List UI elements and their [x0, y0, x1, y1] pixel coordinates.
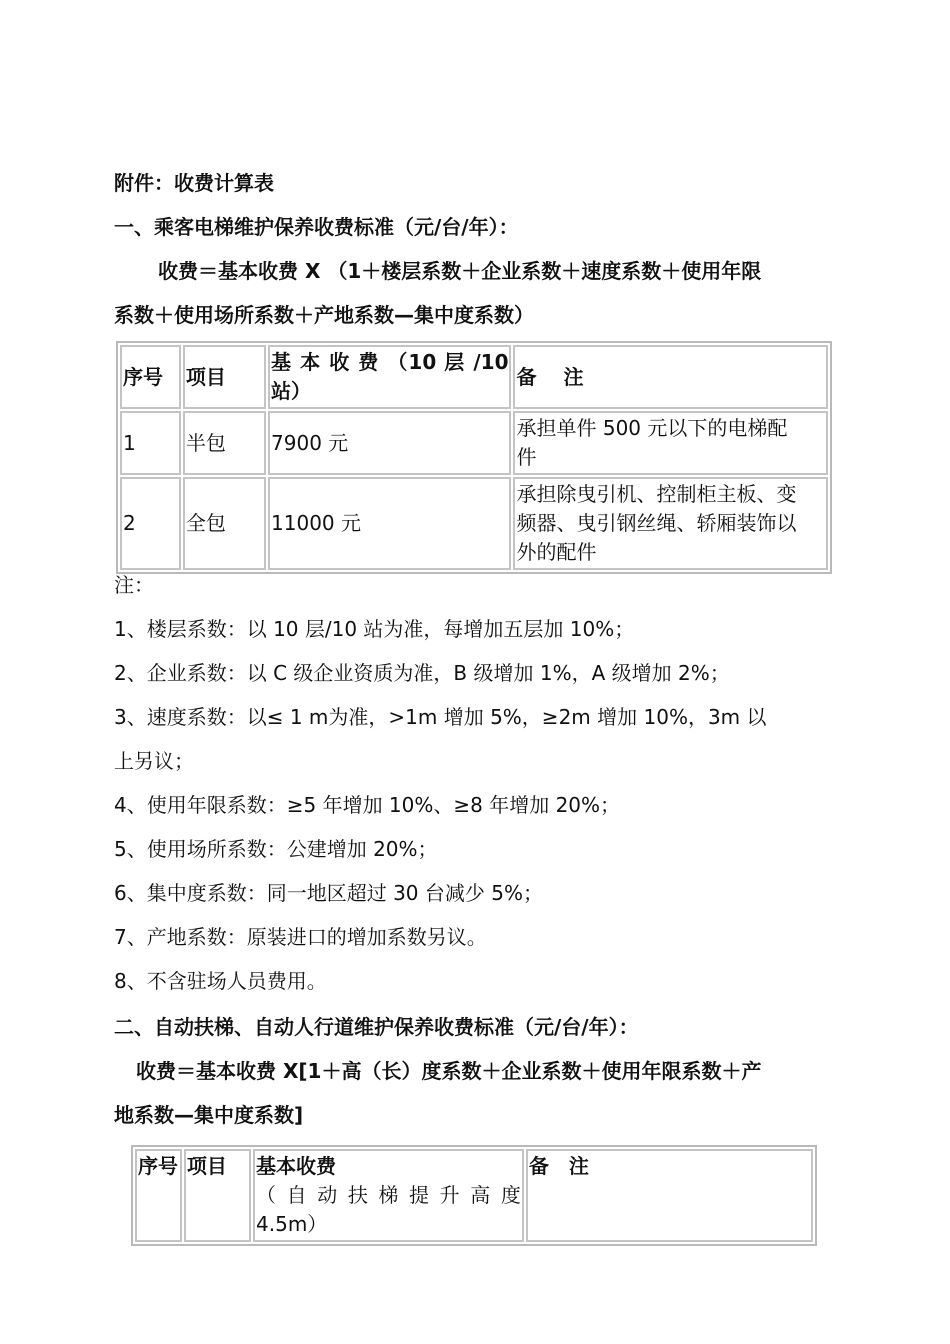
row2-item: 全包 — [183, 477, 266, 570]
esc-header-note: 备 注 — [526, 1149, 813, 1242]
table-header-row — [120, 345, 828, 409]
row2-note — [513, 477, 828, 570]
row1-note-line1: 承担单件 500 元以下的电梯配 — [516, 416, 788, 440]
note-item: 8、不含驻场人员费用。 — [114, 969, 327, 993]
row2-note-line2: 频器、曳引钢丝绳、轿厢装饰以 — [516, 511, 797, 535]
header-base-fee-line2: 站） — [271, 379, 312, 403]
esc-header-base-fee-line2: （自动扶梯提升高度 — [256, 1183, 521, 1207]
row1-fee: 7900 元 — [268, 411, 511, 475]
attachment-heading: 附件：收费计算表 — [114, 171, 274, 195]
row2-note-line3: 外的配件 — [516, 540, 597, 564]
elevator-fee-table — [116, 341, 832, 574]
row2-no: 2 — [120, 477, 181, 570]
note-item: 3、速度系数：以≤ 1 m为准，>1m 增加 5%，≥2m 增加 10%，3m 以 — [114, 705, 767, 729]
row1-note-line2: 件 — [516, 445, 537, 469]
esc-header-base-fee-line3: 4.5m） — [256, 1212, 328, 1236]
header-base-fee-line1: 基 本 收 费 （10 层 /10 — [271, 350, 509, 374]
header-base-fee — [268, 345, 511, 409]
esc-header-base-fee-line1: 基本收费 — [256, 1154, 337, 1178]
section1-formula-line1: 收费＝基本收费 X （1＋楼层系数＋企业系数＋速度系数＋使用年限 — [158, 259, 762, 283]
esc-header-no: 序号 — [135, 1149, 182, 1242]
row1-note — [513, 411, 828, 475]
note-item: 4、使用年限系数：≥5 年增加 10%、≥8 年增加 20%； — [114, 793, 621, 817]
section1-title: 一、乘客电梯维护保养收费标准（元/台/年）： — [114, 215, 519, 239]
row1-item: 半包 — [183, 411, 266, 475]
section2-formula-line2: 地系数—集中度系数] — [114, 1103, 304, 1127]
section1-formula-line2: 系数＋使用场所系数＋产地系数—集中度系数） — [114, 303, 534, 327]
escalator-fee-table — [131, 1145, 817, 1246]
row2-fee: 11000 元 — [268, 477, 511, 570]
table-row — [120, 477, 828, 570]
note-item: 7、产地系数：原装进口的增加系数另议。 — [114, 925, 487, 949]
esc-header-base-fee — [253, 1149, 524, 1242]
note-item: 2、企业系数：以 C 级企业资质为准，B 级增加 1%，A 级增加 2%； — [114, 661, 730, 685]
note-item: 6、集中度系数：同一地区超过 30 台减少 5%； — [114, 881, 543, 905]
notes-title: 注： — [114, 573, 154, 597]
header-note: 备 注 — [513, 345, 828, 409]
table-row — [120, 411, 828, 475]
esc-header-item: 项目 — [184, 1149, 251, 1242]
table-header-row — [135, 1149, 813, 1242]
note-item: 上另议； — [114, 749, 194, 773]
section2-title: 二、自动扶梯、自动人行道维护保养收费标准（元/台/年）： — [114, 1015, 639, 1039]
row2-note-line1: 承担除曳引机、控制柜主板、变 — [516, 482, 797, 506]
note-item: 5、使用场所系数：公建增加 20%； — [114, 837, 438, 861]
note-item: 1、楼层系数：以 10 层/10 站为准，每增加五层加 10%； — [114, 617, 635, 641]
row1-no: 1 — [120, 411, 181, 475]
section2-formula-line1: 收费＝基本收费 X[1＋高（长）度系数＋企业系数＋使用年限系数＋产 — [136, 1059, 762, 1083]
header-item: 项目 — [183, 345, 266, 409]
header-no: 序号 — [120, 345, 181, 409]
